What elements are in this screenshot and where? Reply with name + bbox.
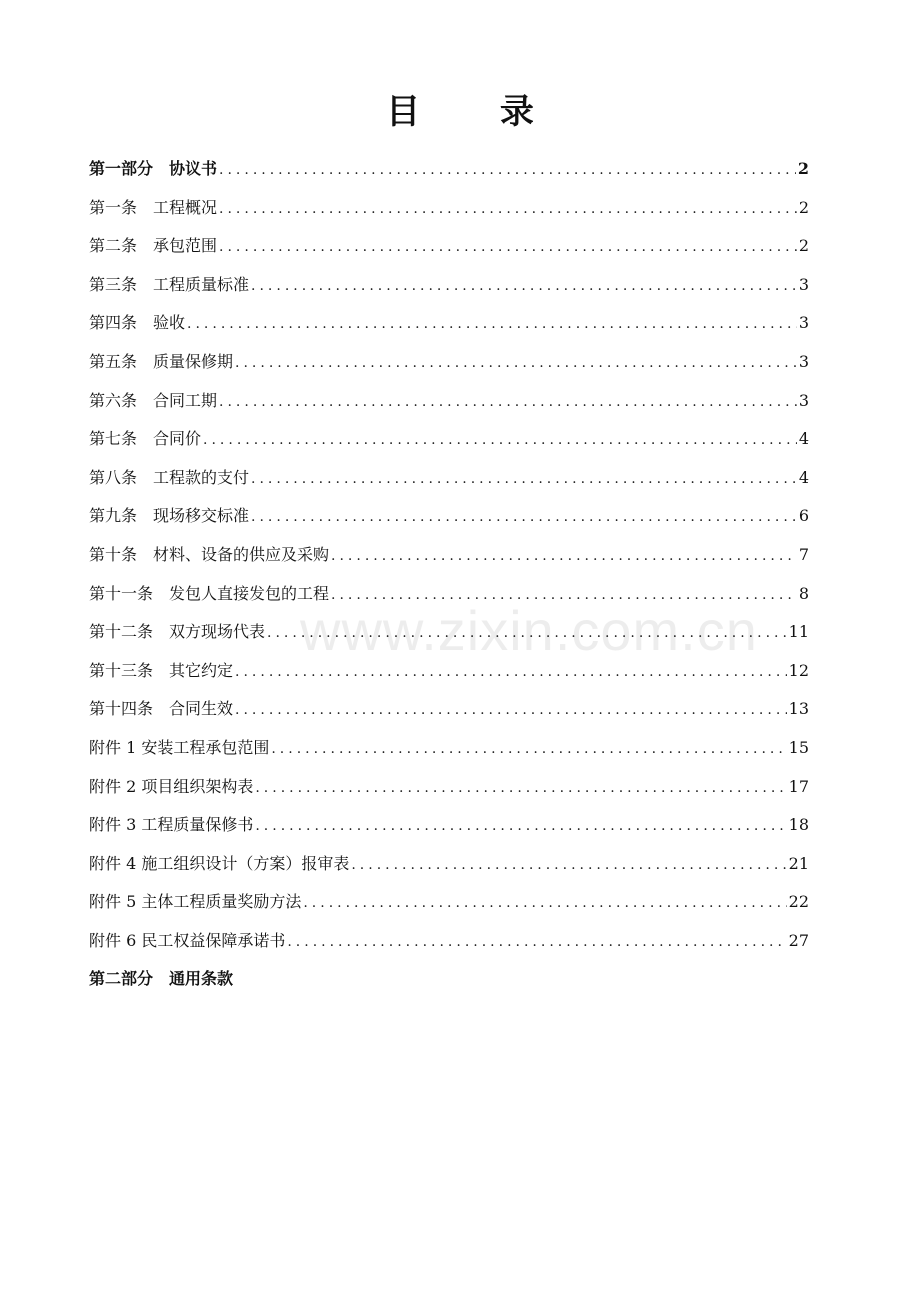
toc-dot-leader [303, 884, 786, 923]
toc-dot-leader [255, 769, 786, 808]
toc-entry-page-number: 7 [798, 544, 809, 564]
toc-entry[interactable] [89, 960, 809, 999]
toc-entry-page-number: 3 [798, 274, 809, 294]
toc-entry-label: 第三条 工程质量标准 [89, 274, 250, 294]
toc-dot-leader [219, 190, 797, 229]
toc-entry[interactable] [89, 459, 809, 498]
toc-entry-label: 第二部分 通用条款 [89, 969, 234, 989]
toc-dot-leader [331, 537, 797, 576]
toc-entry-label: 第五条 质量保修期 [89, 351, 234, 371]
toc-dot-leader [203, 421, 797, 460]
toc-entry-page-number: 2 [798, 236, 809, 256]
toc-dot-leader [271, 730, 786, 769]
toc-entry-label: 第十条 材料、设备的供应及采购 [89, 544, 330, 564]
toc-entry-page-number: 4 [798, 467, 809, 487]
toc-entry-page-number: 4 [798, 429, 809, 449]
toc-entry-label: 附件 3 工程质量保修书 [89, 815, 254, 835]
toc-entry-label: 附件 2 项目组织架构表 [89, 776, 254, 796]
toc-entry-page-number: 18 [788, 815, 809, 835]
toc-entry[interactable] [89, 497, 809, 536]
toc-entry-label: 第九条 现场移交标准 [89, 506, 250, 526]
toc-entry[interactable] [89, 382, 809, 421]
toc-entry-page-number: 2 [798, 197, 809, 217]
toc-entry-label: 附件 1 安装工程承包范围 [89, 737, 270, 757]
toc-entry-page-number: 3 [798, 351, 809, 371]
table-of-contents [89, 150, 809, 999]
toc-entry-label: 第一部分 协议书 [89, 159, 218, 178]
toc-entry[interactable] [89, 343, 809, 382]
toc-entry-page-number: 8 [798, 583, 809, 603]
toc-dot-leader [235, 344, 797, 383]
toc-entry-label: 第一条 工程概况 [89, 197, 218, 217]
toc-dot-leader [267, 614, 787, 653]
toc-entry-page-number: 3 [798, 313, 809, 333]
toc-dot-leader [219, 151, 796, 190]
toc-entry[interactable] [89, 150, 809, 189]
toc-dot-leader [255, 807, 786, 846]
toc-entry-page-number: 3 [798, 390, 809, 410]
toc-entry-page-number: 22 [788, 892, 809, 912]
toc-dot-leader [219, 383, 797, 422]
toc-entry-label: 附件 4 施工组织设计（方案）报审表 [89, 853, 350, 873]
toc-dot-leader [251, 498, 797, 537]
toc-entry-label: 附件 6 民工权益保障承诺书 [89, 930, 286, 950]
toc-entry-label: 第十二条 双方现场代表 [89, 622, 266, 642]
toc-entry-page-number: 27 [788, 930, 809, 950]
toc-entry[interactable] [89, 922, 809, 961]
toc-entry-page-number: 13 [788, 699, 809, 719]
toc-entry-page-number: 21 [788, 853, 809, 873]
toc-entry[interactable] [89, 845, 809, 884]
toc-dot-leader [287, 923, 786, 962]
toc-dot-leader [351, 846, 786, 885]
toc-dot-leader [235, 653, 787, 692]
toc-entry[interactable] [89, 266, 809, 305]
toc-entry-label: 第十一条 发包人直接发包的工程 [89, 583, 330, 603]
toc-dot-leader [331, 576, 797, 615]
toc-entry-label: 第七条 合同价 [89, 429, 202, 449]
toc-entry-label: 第八条 工程款的支付 [89, 467, 250, 487]
toc-entry[interactable] [89, 189, 809, 228]
toc-entry-page-number: 6 [798, 506, 809, 526]
toc-entry-label: 第四条 验收 [89, 313, 186, 333]
toc-entry[interactable] [89, 575, 809, 614]
toc-entry[interactable] [89, 420, 809, 459]
toc-dot-leader [219, 228, 797, 267]
watermark: www.zixin.com.cn [300, 599, 758, 662]
toc-entry-label: 第十三条 其它约定 [89, 660, 234, 680]
toc-entry-label: 第二条 承包范围 [89, 236, 218, 256]
toc-entry-page-number: 12 [788, 660, 809, 680]
toc-dot-leader [187, 305, 797, 344]
toc-entry[interactable] [89, 883, 809, 922]
toc-entry[interactable] [89, 652, 809, 691]
toc-entry-label: 第十四条 合同生效 [89, 699, 234, 719]
toc-entry-page-number: 11 [788, 622, 809, 642]
page-title: 目 录 [386, 92, 568, 132]
toc-entry-label: 附件 5 主体工程质量奖励方法 [89, 892, 302, 912]
toc-dot-leader [235, 691, 787, 730]
toc-dot-leader [251, 267, 797, 306]
toc-entry-page-number: 17 [788, 776, 809, 796]
toc-entry[interactable] [89, 729, 809, 768]
toc-entry-label: 第六条 合同工期 [89, 390, 218, 410]
toc-entry-page-number: 2 [797, 159, 809, 178]
toc-entry[interactable] [89, 690, 809, 729]
toc-entry-page-number: 15 [788, 737, 809, 757]
toc-entry[interactable] [89, 227, 809, 266]
toc-entry[interactable] [89, 806, 809, 845]
toc-entry[interactable] [89, 613, 809, 652]
toc-dot-leader [251, 460, 797, 499]
toc-entry[interactable] [89, 536, 809, 575]
toc-entry[interactable] [89, 304, 809, 343]
toc-entry[interactable] [89, 768, 809, 807]
